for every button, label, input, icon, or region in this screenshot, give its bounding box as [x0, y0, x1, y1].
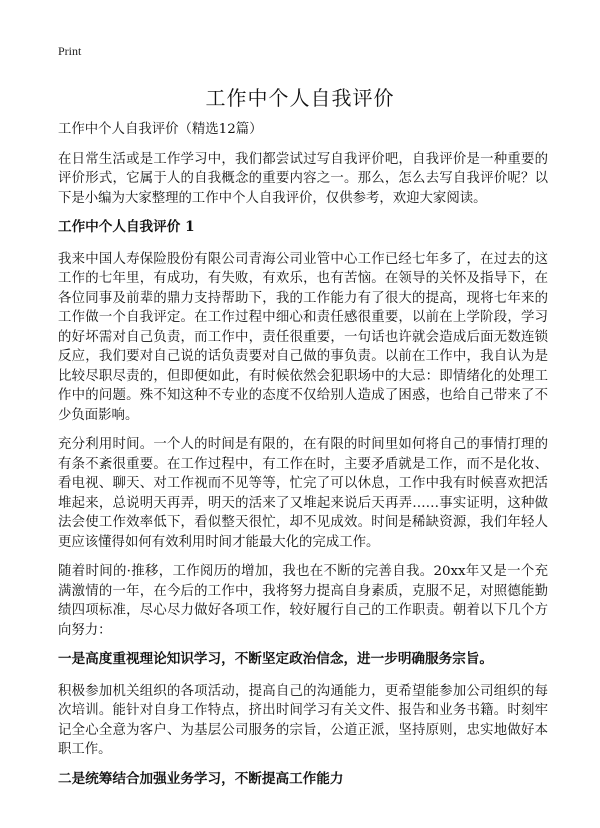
intro-paragraph: 在日常生活或是工作学习中，我们都尝试过写自我评价吧，自我评价是一种重要的评价形式，它属于人的自我概念的重要内容之一。那么，怎么去写自我评价呢？以下是小编为大家整理的工作中个人自我评价，仅供参考，欢迎大家阅读。 — [58, 151, 548, 206]
paragraph-3: 随着时间的·推移，工作阅历的增加，我也在不断的完善自我。20xx年又是一个充满激情的一年，在今后的工作中，我将努力提高自身素质，克服不足，对照德能勤绩四项标准，尽心尽力做好各项工作，较好履行自己的工作职责。朝着以下几个方向努力： — [58, 564, 548, 638]
section-heading-1: 工作中个人自我评价 1 — [58, 219, 195, 235]
page-title: 工作中个人自我评价 — [205, 86, 395, 110]
point-heading-2: 二是统筹结合加强业务学习，不断提高工作能力 — [58, 770, 344, 787]
document-body — [58, 120, 548, 801]
print-link[interactable]: Print — [58, 44, 82, 58]
point-heading-1: 一是高度重视理论知识学习，不断坚定政治信念，进一步明确服务宗旨。 — [58, 651, 493, 667]
paragraph-4: 积极参加机关组织的各项活动，提高自己的沟通能力，更希望能参加公司组织的每次培训。能针对自身工作特点，挤出时间学习有关文件、报告和业务书籍。时刻牢记全心全意为客户、为基层公司服务的宗旨，公道正派，坚持原则，忠实地做好本职工作。 — [58, 683, 548, 757]
document-subtitle: 工作中个人自我评价（精选12篇） — [58, 122, 263, 137]
paragraph-1: 我来中国人寿保险股份有限公司青海公司业管中心工作已经七年多了，在过去的这工作的七年里，有成功，有失败，有欢乐，也有苦恼。在领导的关怀及指导下，在各位同事及前辈的鼎力支持帮助下，我的工作能力有了很大的提高，现将七年来的工作做一个自我评定。在工作过程中细心和责任感很重要，以前在上学阶段，学习的好坏需对自己负责，而工作中，责任很重要，一句话也许就会造成后面无数连锁反应，我们要对自己说的话负责要对自己做的事负责。以前在工作中，我自认为是比较尽职尽责的，但即便如此，有时候依然会犯职场中的大忌：即情绪化的处理工作中的问题。殊不知这种不专业的态度不仅给别人造成了困惑，也给自己带来了不少负面影响。 — [58, 251, 548, 423]
paragraph-2: 充分利用时间。一个人的时间是有限的，在有限的时间里如何将自己的事情打理的有条不紊很重要。在工作过程中，有工作在时，主要矛盾就是工作，而不是化妆、看电视、聊天、对工作视而不见等等，忙完了可以休息，工作中我有时候喜欢把活堆起来，总说明天再弄，明天的活来了又堆起来说后天再弄……事实证明，这种做法会使工作效率低下，看似整天很忙，却不见成效。时间是稀缺资源，我们年轻人更应该懂得如何有效利用时间才能最大化的完成工作。 — [58, 437, 548, 550]
